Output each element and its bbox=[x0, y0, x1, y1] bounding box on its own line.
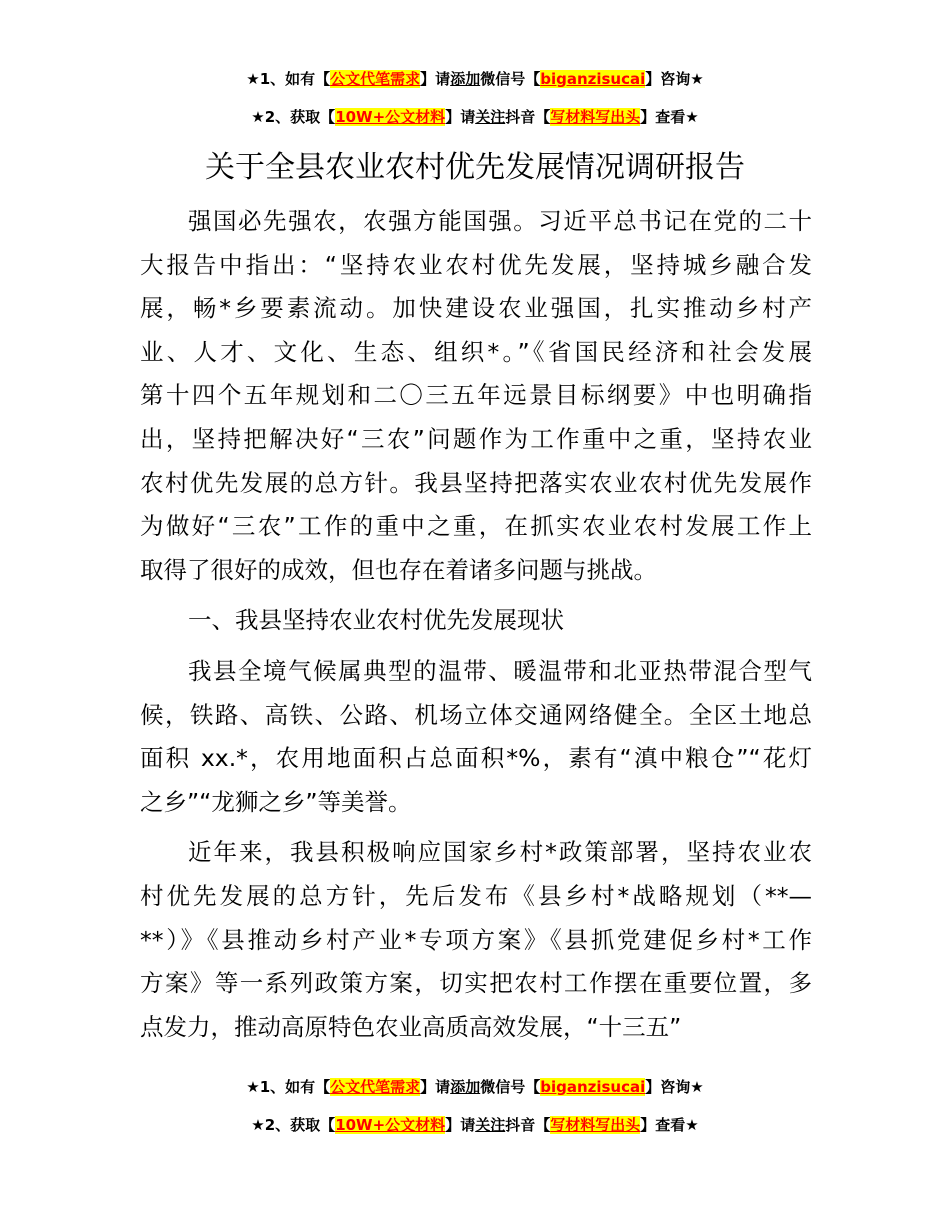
body-paragraph bbox=[140, 831, 812, 1049]
paragraph-spacer bbox=[140, 824, 812, 831]
text-line: 强国必先强农，农强方能国强。习近平总书记在党的二十 bbox=[188, 207, 812, 235]
promo-prefix: ★1、如有【 bbox=[246, 70, 331, 88]
text-line: 面积 xx.*，农用地面积占总面积*%，素有“滇中粮仓”“花灯 bbox=[140, 744, 812, 773]
promo-text: 微信号【 bbox=[480, 1078, 541, 1096]
promo-text: 微信号【 bbox=[480, 70, 541, 88]
text-line: 为做好“三农”工作的重中之重，在抓实农业农村发展工作上 bbox=[140, 512, 812, 541]
body-paragraph bbox=[140, 200, 812, 592]
promo-highlight-materials: 10W+公文材料 bbox=[335, 108, 446, 126]
text-line: 农村优先发展的总方针。我县坚持把落实农业农村优先发展作 bbox=[140, 468, 812, 497]
promo-text: 】请 bbox=[420, 70, 451, 88]
promo-highlight-douyin-account: 写材料写出头 bbox=[550, 108, 641, 126]
document-title: 关于全县农业农村优先发展情况调研报告 bbox=[205, 150, 745, 185]
promo-highlight-wechat-id: biganzisucai bbox=[540, 1078, 646, 1096]
promo-suffix: 】咨询★ bbox=[645, 1078, 704, 1096]
promo-suffix: 】查看★ bbox=[640, 108, 699, 126]
promo-prefix: ★2、获取【 bbox=[251, 108, 336, 126]
promo-highlight-wechat-id: biganzisucai bbox=[540, 70, 646, 88]
body-paragraph bbox=[140, 650, 812, 824]
section-heading bbox=[140, 599, 812, 643]
promo-prefix: ★1、如有【 bbox=[246, 1078, 331, 1096]
footer-promo-line-2 bbox=[0, 1114, 950, 1136]
text-line: 方案》等一系列政策方案，切实把农村工作摆在重要位置，多 bbox=[140, 969, 812, 998]
text-line: 近年来，我县积极响应国家乡村*政策部署，坚持农业农 bbox=[188, 838, 812, 867]
text-line: 之乡”“龙狮之乡”等美誉。 bbox=[140, 787, 412, 816]
text-line: 业、人才、文化、生态、组织*。”《省国民经济和社会发展 bbox=[140, 337, 812, 366]
text-line: 出，坚持把解决好“三农”问题作为工作重中之重，坚持农业 bbox=[140, 424, 812, 453]
promo-highlight-materials: 10W+公文材料 bbox=[335, 1116, 446, 1134]
text-line: 村优先发展的总方针，先后发布《县乡村*战略规划（**— bbox=[140, 881, 812, 910]
promo-suffix: 】查看★ bbox=[640, 1116, 699, 1134]
promo-text: 】请 bbox=[445, 108, 476, 126]
promo-emphasis: 关注 bbox=[475, 108, 506, 126]
promo-suffix: 】咨询★ bbox=[645, 70, 704, 88]
promo-highlight-service: 公文代笔需求 bbox=[330, 1078, 421, 1096]
paragraph-spacer bbox=[140, 592, 812, 599]
promo-prefix: ★2、获取【 bbox=[251, 1116, 336, 1134]
text-line: 取得了很好的成效，但也存在着诸多问题与挑战。 bbox=[140, 555, 657, 584]
paragraph-spacer bbox=[140, 643, 812, 650]
promo-emphasis: 关注 bbox=[475, 1116, 506, 1134]
footer-promo-line-1 bbox=[0, 1076, 950, 1098]
header-promo-line-1 bbox=[0, 68, 950, 90]
document-body bbox=[140, 200, 812, 1049]
promo-highlight-douyin-account: 写材料写出头 bbox=[550, 1116, 641, 1134]
promo-text: 抖音【 bbox=[505, 1116, 551, 1134]
promo-text: 】请 bbox=[420, 1078, 451, 1096]
promo-text: 】请 bbox=[445, 1116, 476, 1134]
promo-text: 抖音【 bbox=[505, 108, 551, 126]
text-line: 一、我县坚持农业农村优先发展现状 bbox=[188, 606, 564, 635]
promo-emphasis: 添加 bbox=[450, 70, 481, 88]
text-line: 点发力，推动高原特色农业高质高效发展，“十三五” bbox=[140, 1012, 682, 1041]
promo-highlight-service: 公文代笔需求 bbox=[330, 70, 421, 88]
text-line: 候，铁路、高铁、公路、机场立体交通网络健全。全区土地总 bbox=[140, 700, 812, 729]
text-line: 第十四个五年规划和二〇三五年远景目标纲要》中也明确指 bbox=[140, 381, 812, 410]
text-line: 展，畅*乡要素流动。加快建设农业强国，扎实推动乡村产 bbox=[140, 294, 812, 323]
text-line: 大报告中指出：“坚持农业农村优先发展，坚持城乡融合发 bbox=[140, 250, 812, 279]
header-promo-line-2 bbox=[0, 106, 950, 128]
text-line: **）》《县推动乡村产业*专项方案》《县抓党建促乡村*工作 bbox=[140, 925, 812, 954]
text-line: 我县全境气候属典型的温带、暖温带和北亚热带混合型气 bbox=[188, 656, 812, 685]
promo-emphasis: 添加 bbox=[450, 1078, 481, 1096]
